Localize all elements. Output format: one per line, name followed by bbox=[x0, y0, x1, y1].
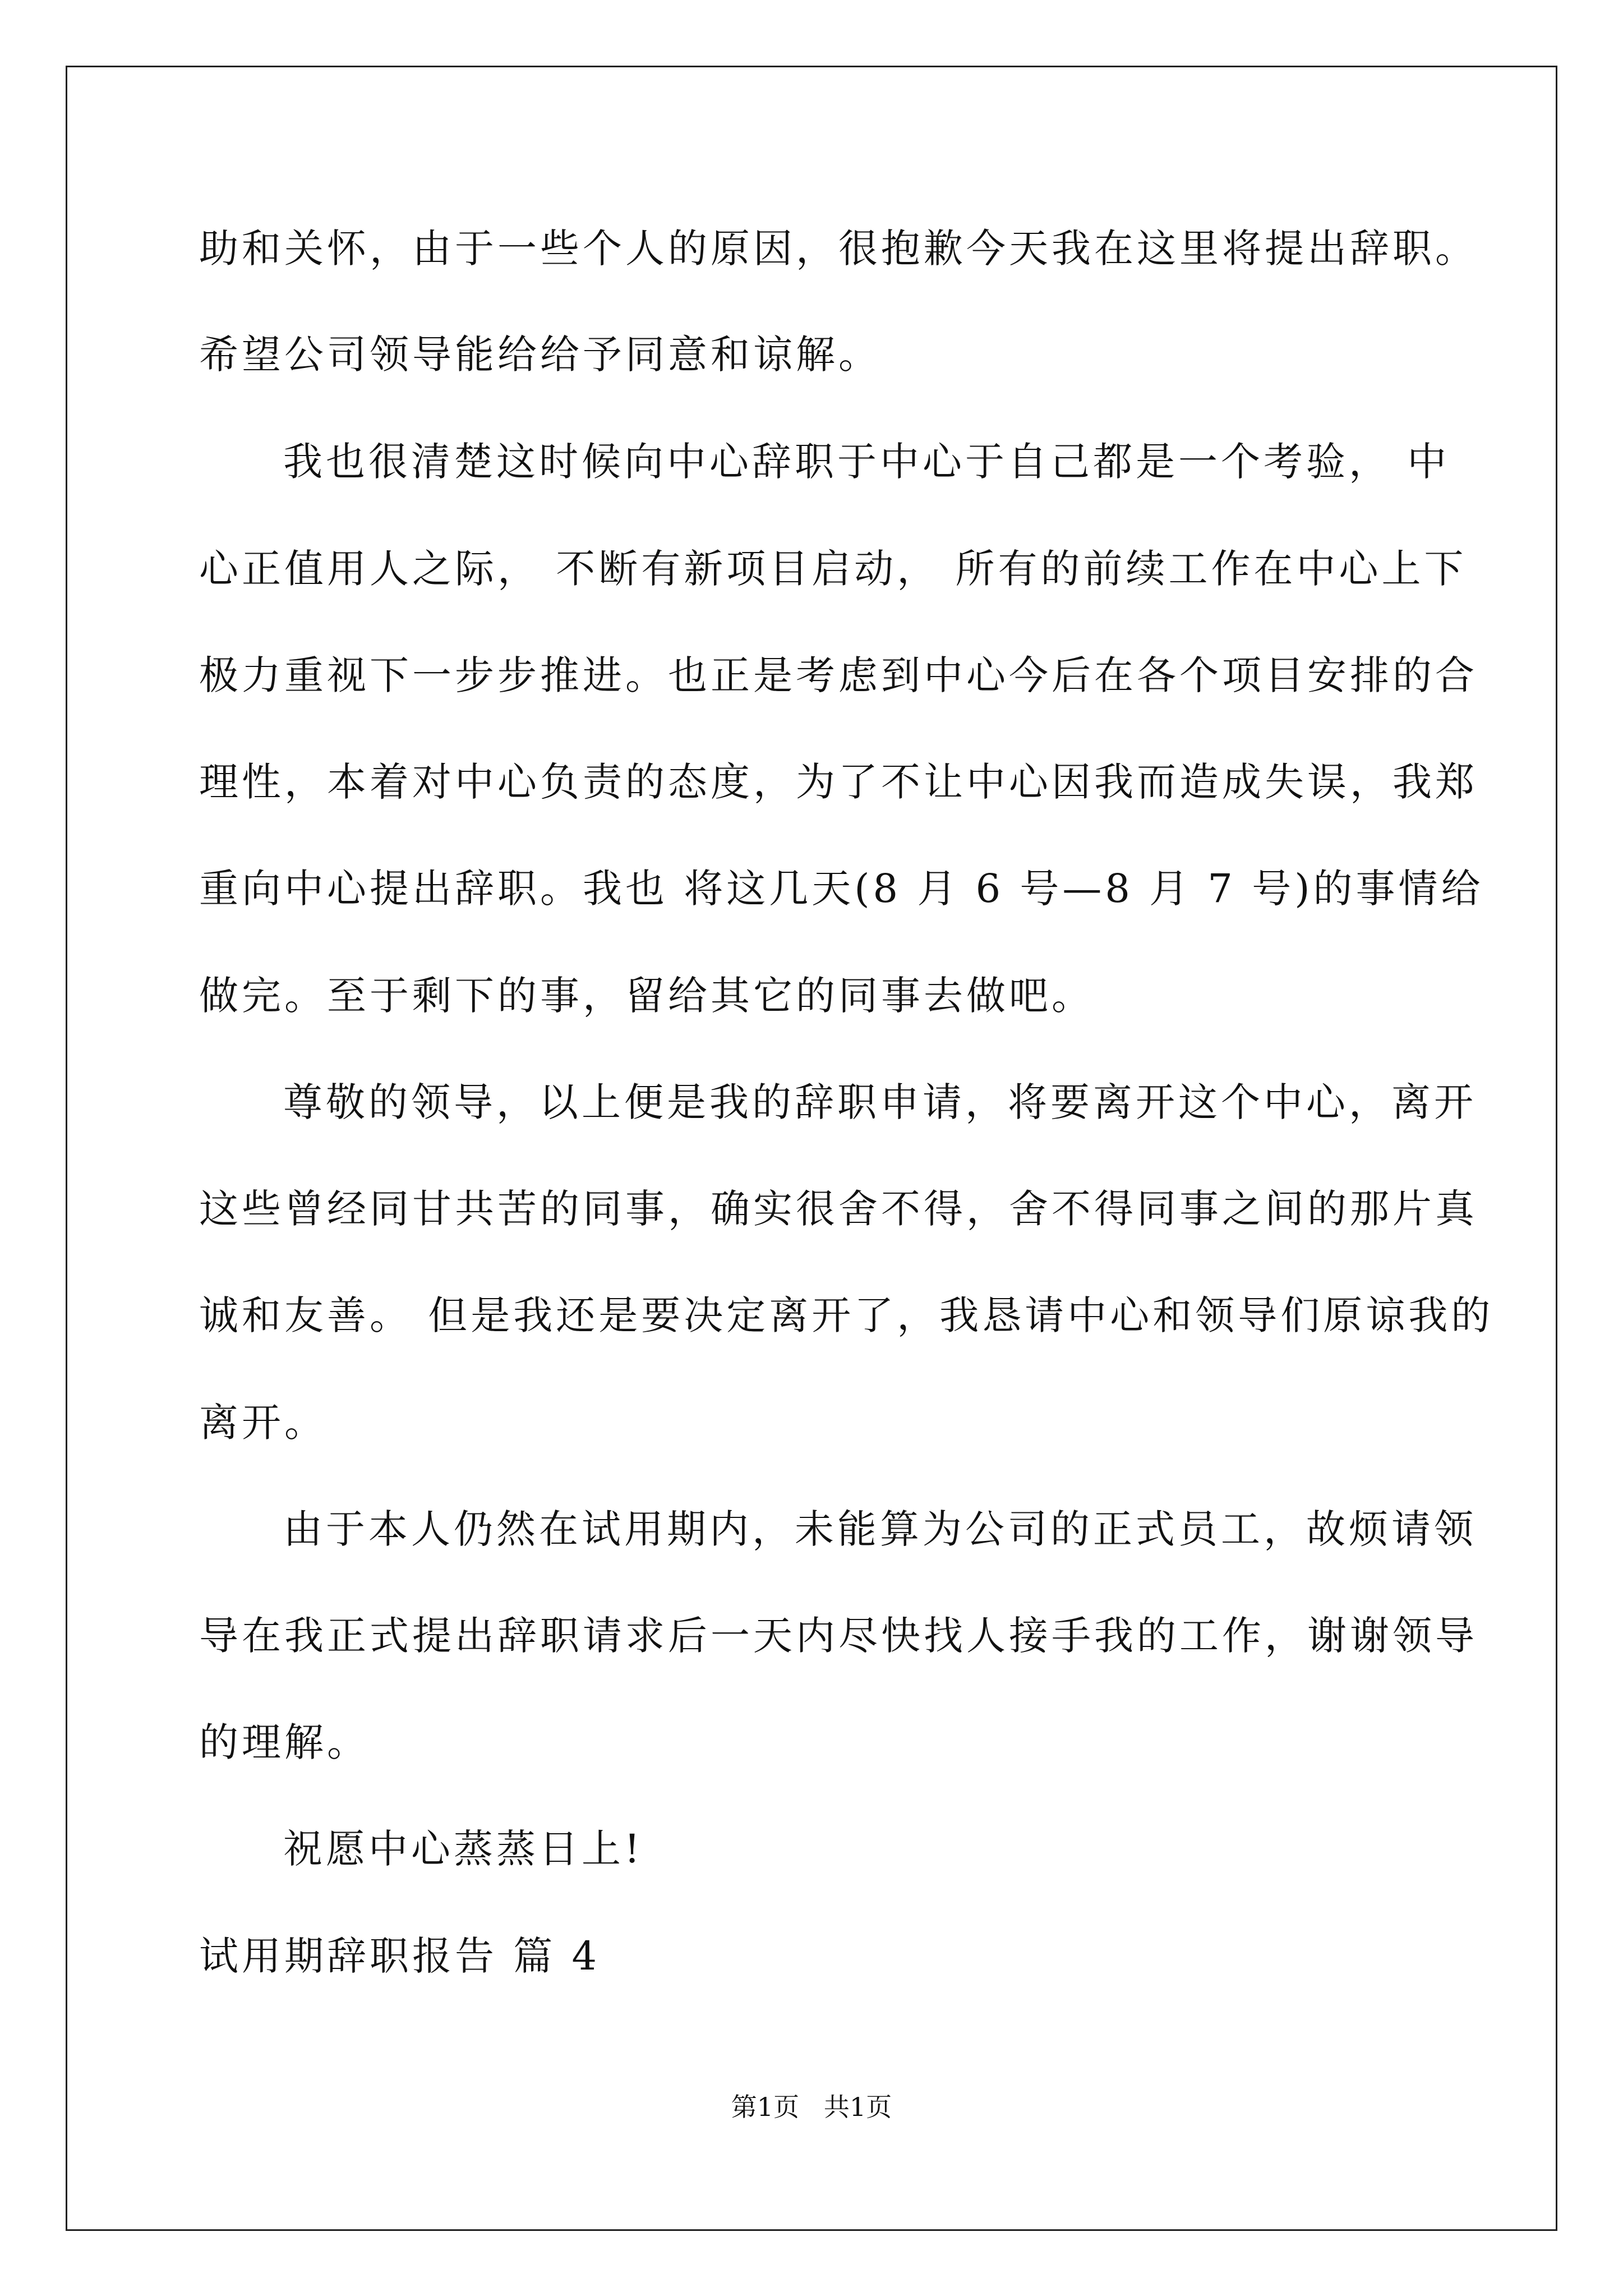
paragraph-line: 做完。至于剩下的事，留给其它的同事去做吧。 bbox=[199, 973, 1094, 1019]
paragraph-line: 尊敬的领导，以上便是我的辞职申请，将要离开这个中心，离开 bbox=[283, 1079, 1477, 1125]
paragraph-line: 助和关怀，由于一些个人的原因，很抱歉今天我在这里将提出辞职。 bbox=[199, 226, 1478, 272]
paragraph-line: 的理解。 bbox=[199, 1719, 370, 1765]
paragraph-line: 诚和友善。 但是我还是要决定离开了，我恳请中心和领导们原谅我的 bbox=[199, 1292, 1494, 1338]
paragraph-line: 心正值用人之际， 不断有新项目启动， 所有的前续工作在中心上下 bbox=[199, 546, 1467, 592]
paragraph-line: 离开。 bbox=[199, 1400, 327, 1446]
page-border bbox=[66, 66, 1557, 2231]
paragraph-line: 极力重视下一步步推进。也正是考虑到中心今后在各个项目安排的合 bbox=[199, 652, 1478, 698]
section-heading: 试用期辞职报告 篇 4 bbox=[199, 1933, 601, 1979]
paragraph-line: 由于本人仍然在试用期内，未能算为公司的正式员工，故烦请领 bbox=[283, 1506, 1477, 1552]
page-footer: 第1页 共1页 bbox=[731, 2092, 892, 2122]
paragraph-line: 我也很清楚这时候向中心辞职于中心于自己都是一个考验， 中 bbox=[283, 439, 1450, 485]
paragraph-line: 这些曾经同甘共苦的同事，确实很舍不得，舍不得同事之间的那片真 bbox=[199, 1186, 1478, 1232]
paragraph-line: 重向中心提出辞职。我也 将这几天(8 月 6 号—8 月 7 号)的事情给 bbox=[199, 866, 1484, 912]
paragraph-line: 希望公司领导能给给予同意和谅解。 bbox=[199, 332, 881, 378]
paragraph-line: 理性，本着对中心负责的态度，为了不让中心因我而造成失误，我郑 bbox=[199, 759, 1478, 805]
paragraph-line: 祝愿中心蒸蒸日上! bbox=[283, 1826, 644, 1872]
paragraph-line: 导在我正式提出辞职请求后一天内尽快找人接手我的工作，谢谢领导 bbox=[199, 1613, 1478, 1659]
